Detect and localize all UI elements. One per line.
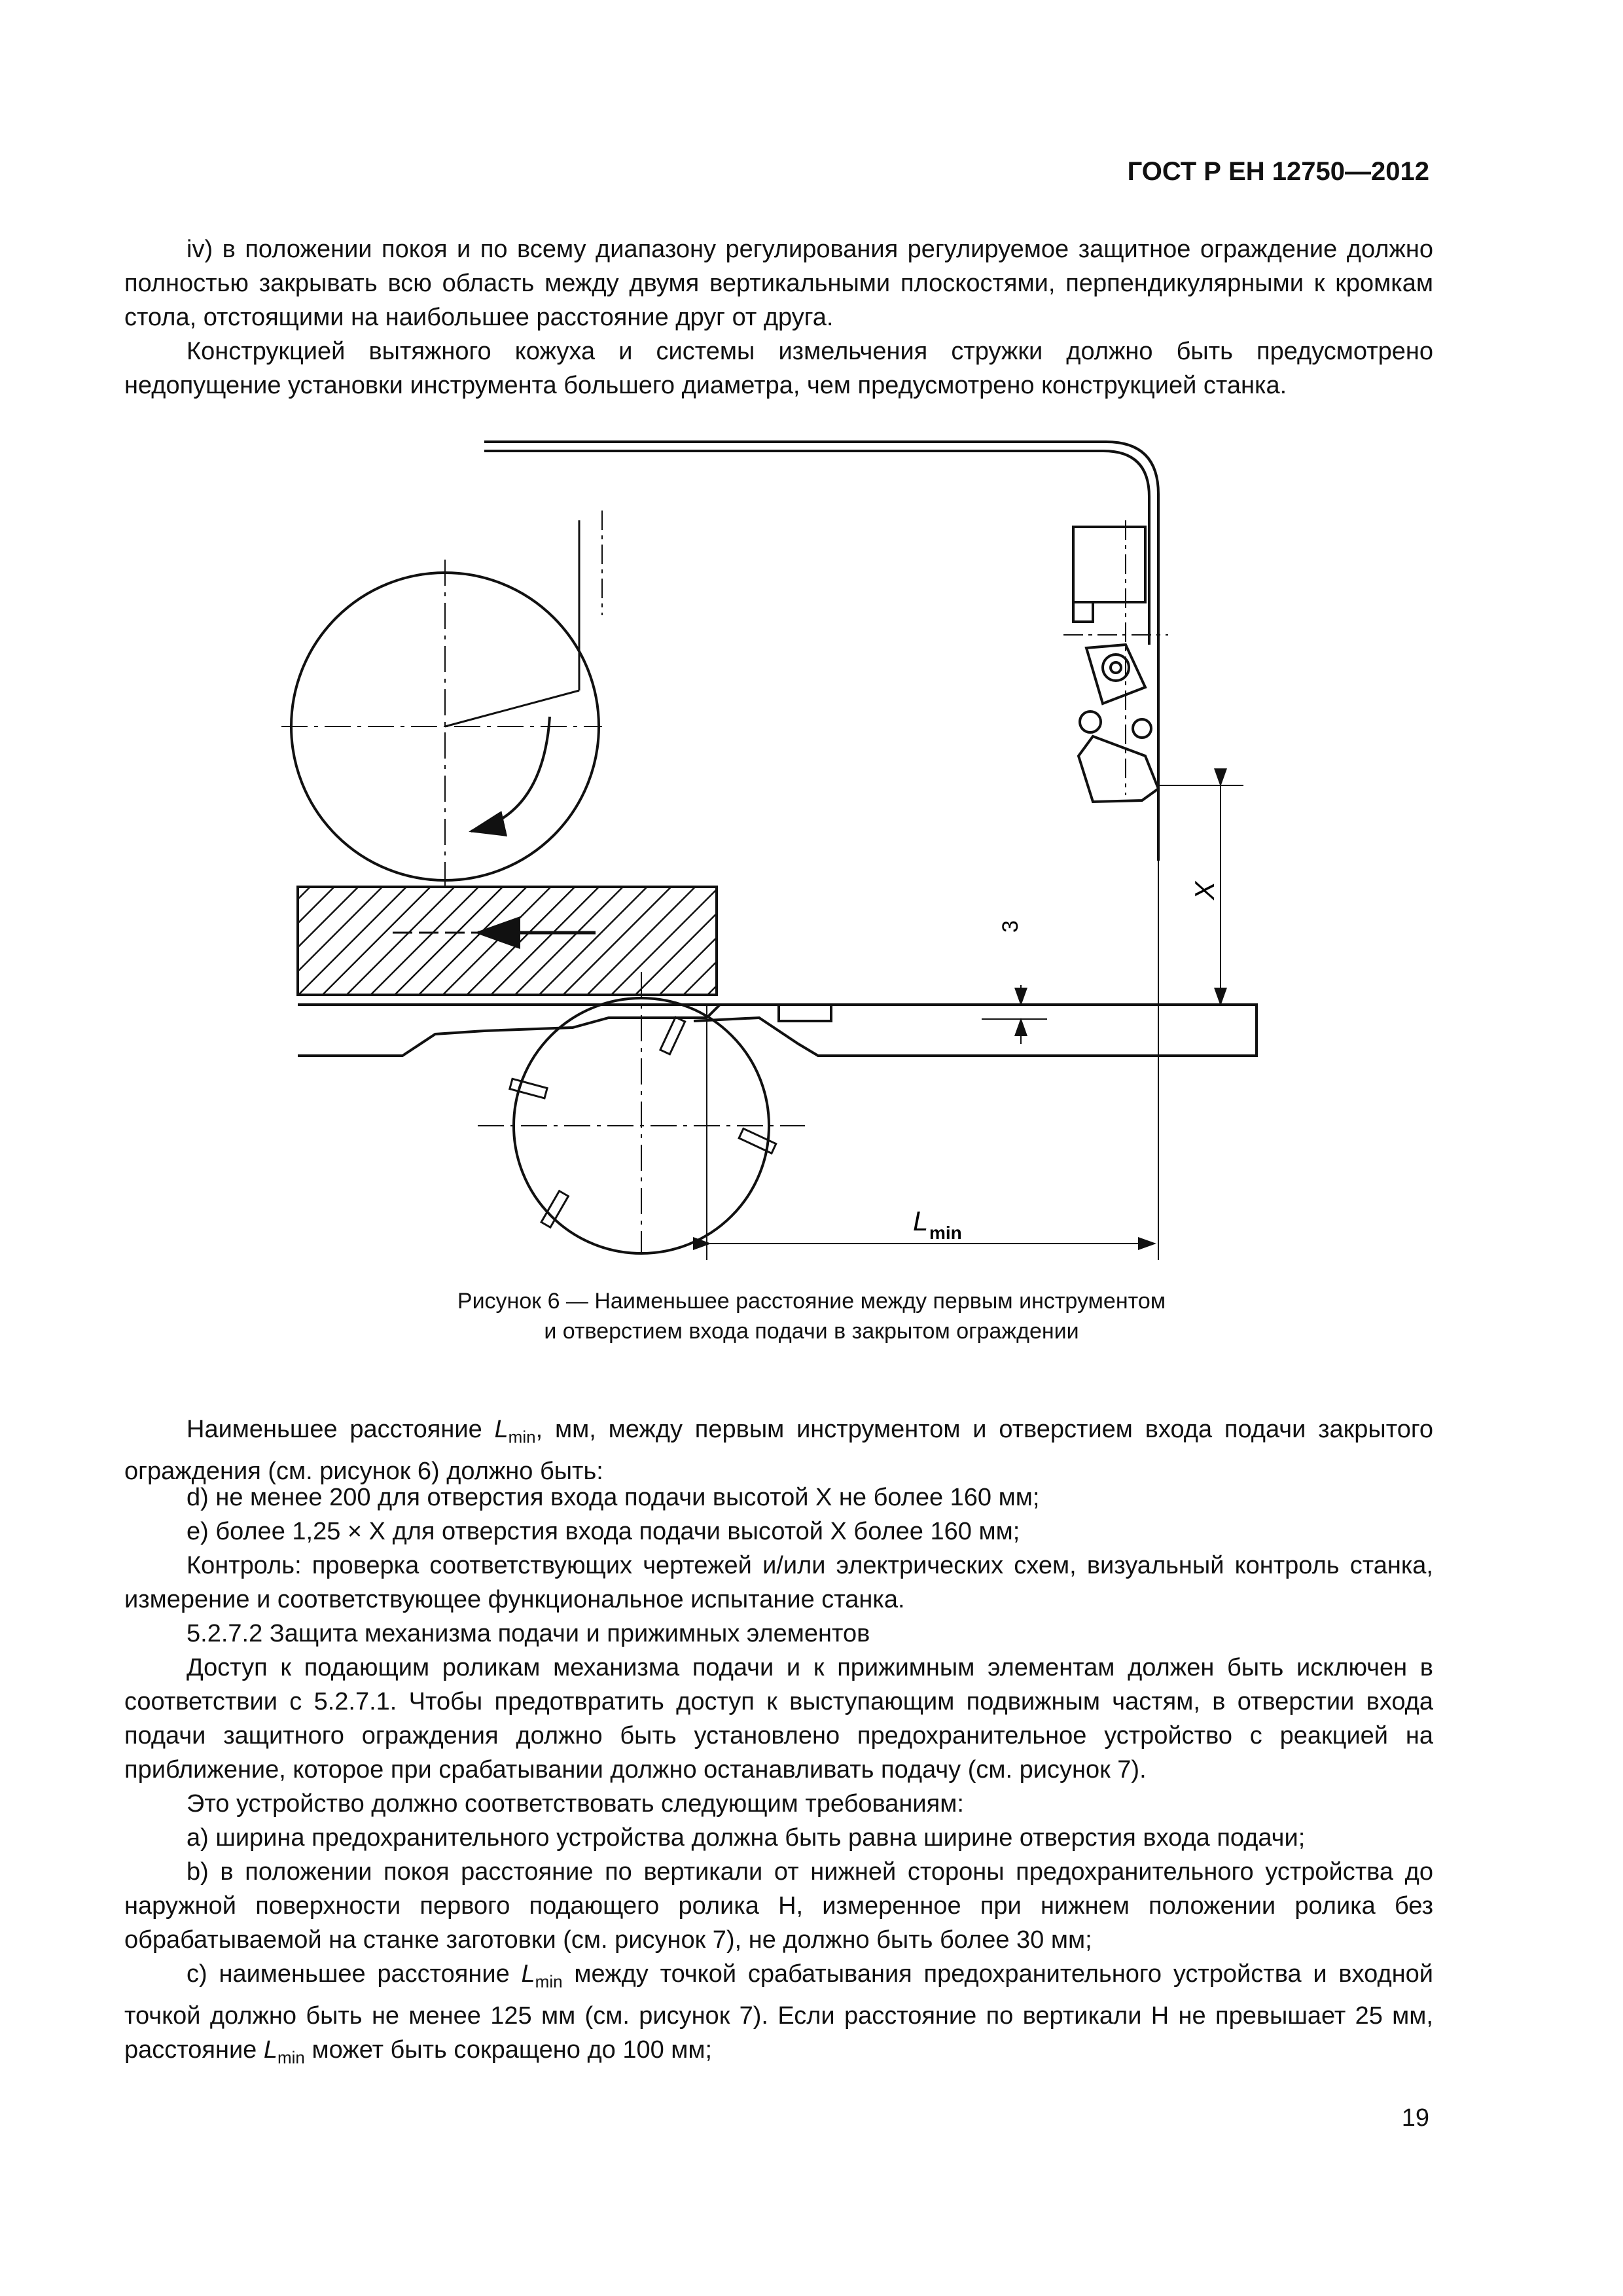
paragraph-hood: Конструкцией вытяжного кожуха и системы измельчения стружки должно быть предусмотрено недопущение установки инструмента большего диаметра, чем предусмотрено конструкцией станка. — [124, 338, 1433, 399]
page-number: 19 — [1401, 2104, 1429, 2132]
paragraph-iv: iv) в положении покоя и по всему диапазону регулирования регулируемое защитное ограждение должно полностью закрывать всю область между двумя вертикальными плоскостями, перпендикулярными к кромкам стола, отстоящими на наибольшее расстояние друг от друга. — [124, 236, 1433, 331]
list-item-a: a) ширина предохранительного устройства должна быть равна ширине отверстия входа подачи; — [187, 1824, 1306, 1852]
label-x: X — [1189, 881, 1220, 900]
label-l: L — [913, 1206, 929, 1236]
list-item-b: b) в положении покоя расстояние по вертикали от нижней стороны предохранительного устройства до наружной поверхности первого подающего ролика H, измеренное при нижнем положении ролика без обрабатываемой на станке заготовки (см. рисунок 7), не должно быть более 30 мм; — [124, 1858, 1433, 1954]
dimension-x — [1158, 785, 1243, 1260]
upper-feed-roller — [281, 511, 602, 887]
guard-enclosure — [484, 442, 1158, 861]
workpiece — [298, 887, 717, 995]
cutter-head — [478, 972, 805, 1253]
paragraph-access: Доступ к подающим роликам механизма подачи и к прижимным элементам должен быть исключен в соответствии с 5.2.7.1. Чтобы предотвратить доступ к выступающим подвижным частям, в отверстии входа подачи защитного ограждения должно быть установлено предохранительное устройство с реакцией на приближение, которое при срабатывании должно останавливать подачу (см. рисунок 7). — [124, 1654, 1433, 1784]
figure-6-drawing — [262, 429, 1283, 1273]
label-l-sub: min — [929, 1223, 962, 1243]
machine-table — [298, 1005, 1257, 1056]
label-3: 3 — [998, 920, 1023, 933]
list-item-c: c) наименьшее расстояние $L_{min}$ между точкой срабатывания предохранительного устройства и входной точкой должно быть не менее 125 мм (см. рисунок 7). Если расстояние по вертикали H не превышает 25 мм, расстояние $L_{min}$ может быть сокращено до 100 мм; — [124, 1960, 1433, 2068]
dimension-3 — [982, 985, 1047, 1044]
dimension-lmin — [707, 1005, 1155, 1260]
list-item-e: e) более 1,25 × X для отверстия входа подачи высотой X более 160 мм; — [187, 1518, 1020, 1545]
paragraph-requirements: Это устройство должно соответствовать следующим требованиям: — [187, 1790, 964, 1818]
safety-device — [1063, 520, 1168, 802]
document-number: ГОСТ Р ЕН 12750—2012 — [1127, 157, 1429, 186]
paragraph-control: Контроль: проверка соответствующих чертежей и/или электрических схем, визуальный контроль станка, измерение и соответствующее функциональное испытание станка. — [124, 1552, 1433, 1613]
figure-caption-line2: и отверстием входа подачи в закрытом ограждении — [544, 1319, 1079, 1344]
paragraph-lmin: Наименьшее расстояние $L_{min}$, мм, между первым инструментом и отверстием входа подачи закрытого ограждения (см. рисунок 6) должно быть: — [124, 1416, 1434, 1485]
section-heading: 5.2.7.2 Защита механизма подачи и прижимных элементов — [187, 1620, 870, 1647]
list-item-d: d) не менее 200 для отверстия входа подачи высотой X не более 160 мм; — [187, 1484, 1040, 1511]
figure-caption-line1: Рисунок 6 — Наименьшее расстояние между первым инструментом — [457, 1289, 1166, 1314]
